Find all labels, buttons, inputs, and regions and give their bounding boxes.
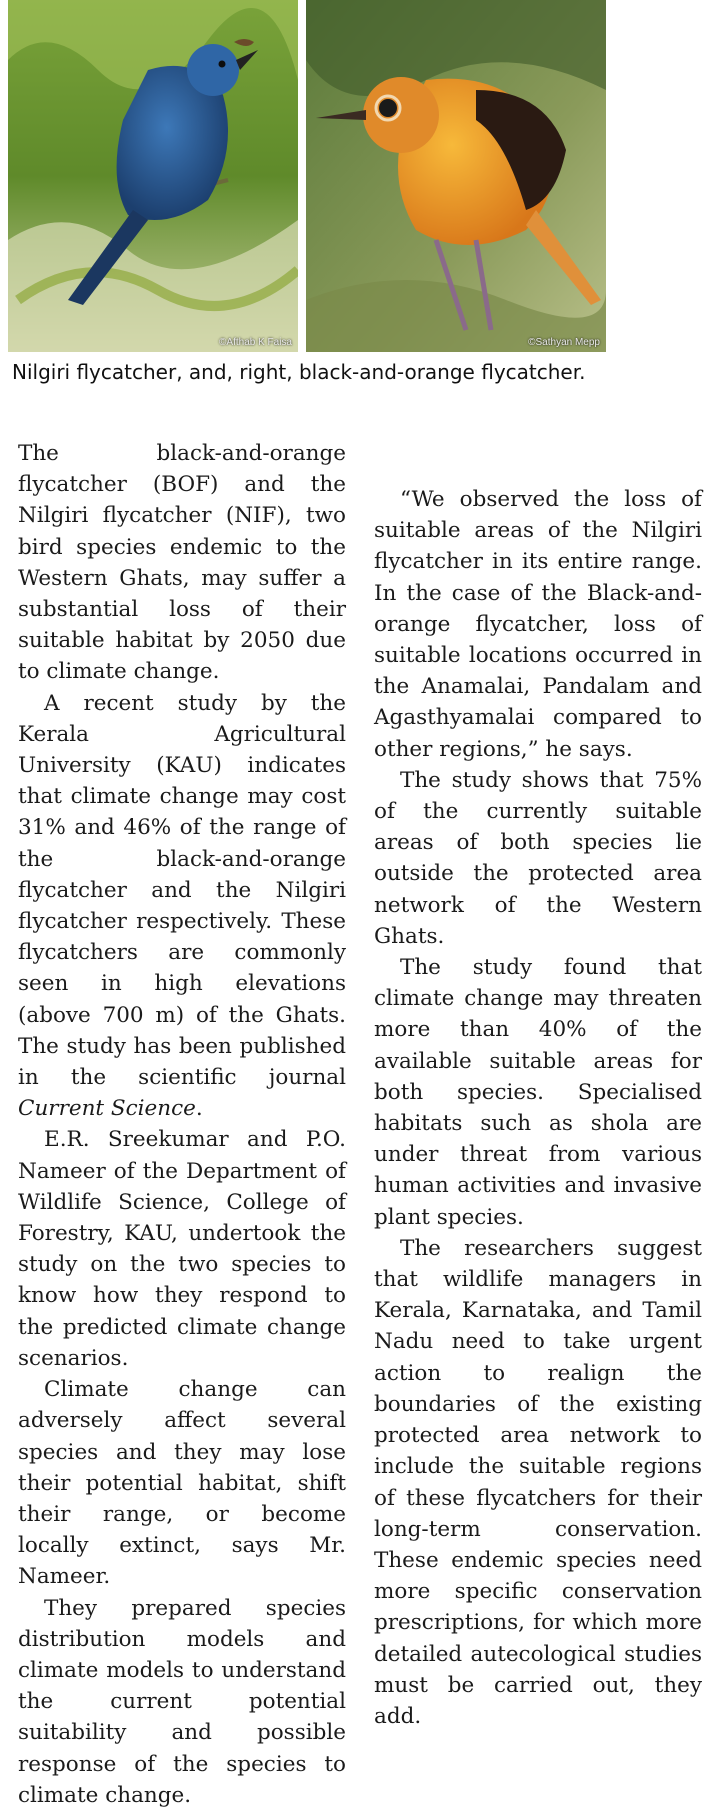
photo-credit-right: ©Sathyan Mepp bbox=[528, 337, 600, 348]
journal-name: Current Science bbox=[18, 1096, 196, 1122]
article-right-column bbox=[374, 484, 702, 1732]
article-paragraph: The study shows that 75% of the currently suitable areas of both species lie outside the protected area network of the Western Ghats. bbox=[374, 767, 702, 949]
article-paragraph: The study found that climate change may threaten more than 40% of the available suitable areas for both species. Specialised habitats such as shola are under threat from various human activities and invasive plant species. bbox=[374, 955, 702, 1230]
article-paragraph: E.R. Sreekumar and P.O. Nameer of the Department of Wildlife Science, College of Forestry, KAU, undertook the study on the two species to know how they respond to the predicted climate change scenarios. bbox=[18, 1127, 346, 1371]
paragraph-text: A recent study by the Kerala Agricultural University (KAU) indicates that climate change may cost 31% and 46% of the range of the black-and-orange flycatcher and the Nilgiri flycatcher respectively. These flycatchers are commonly seen in high elevations (above 700 m) of the Ghats. The study has been published in the scientific journal bbox=[18, 690, 346, 1091]
paragraph-text: . bbox=[195, 1096, 203, 1122]
nilgiri-flycatcher-photo bbox=[8, 0, 298, 352]
black-and-orange-flycatcher-illustration bbox=[306, 0, 606, 352]
photo-caption: Nilgiri flycatcher, and, right, black-and-orange flycatcher. bbox=[12, 360, 586, 384]
article-left-column bbox=[18, 438, 346, 1811]
article-paragraph bbox=[18, 688, 346, 1125]
article-paragraph: Climate change can adversely affect several species and they may lose their potential habitat, shift their range, or become locally extinct, says Mr. Nameer. bbox=[18, 1377, 346, 1590]
article-paragraph: The black-and-orange flycatcher (BOF) and the Nilgiri flycatcher (NIF), two bird species endemic to the Western Ghats, may suffer a substantial loss of their suitable habitat by 2050 due to climate change. bbox=[18, 441, 346, 685]
article-paragraph: The researchers suggest that wildlife managers in Kerala, Karnataka, and Tamil Nadu need to take urgent action to realign the boundaries of the existing protected area network to include the suitable regions of these flycatchers for their long-term conservation. These endemic species need more specific conservation prescriptions, for which more detailed autecological studies must be carried out, they add. bbox=[374, 1235, 702, 1729]
nilgiri-flycatcher-illustration bbox=[8, 0, 298, 352]
article-paragraph: “We observed the loss of suitable areas of the Nilgiri flycatcher in its entire range. In the case of the Black-and-orange flycatcher, loss of suitable locations occurred in the Anamalai, Pandalam and Agasthyamalai compared to other regions,” he says. bbox=[374, 487, 702, 762]
article-paragraph: They prepared species distribution models and climate models to understand the current potential suitability and possible response of the species to climate change. bbox=[18, 1595, 346, 1808]
black-and-orange-flycatcher-photo bbox=[306, 0, 606, 352]
photo-credit-left: ©Afthab K Faisa bbox=[219, 337, 292, 348]
